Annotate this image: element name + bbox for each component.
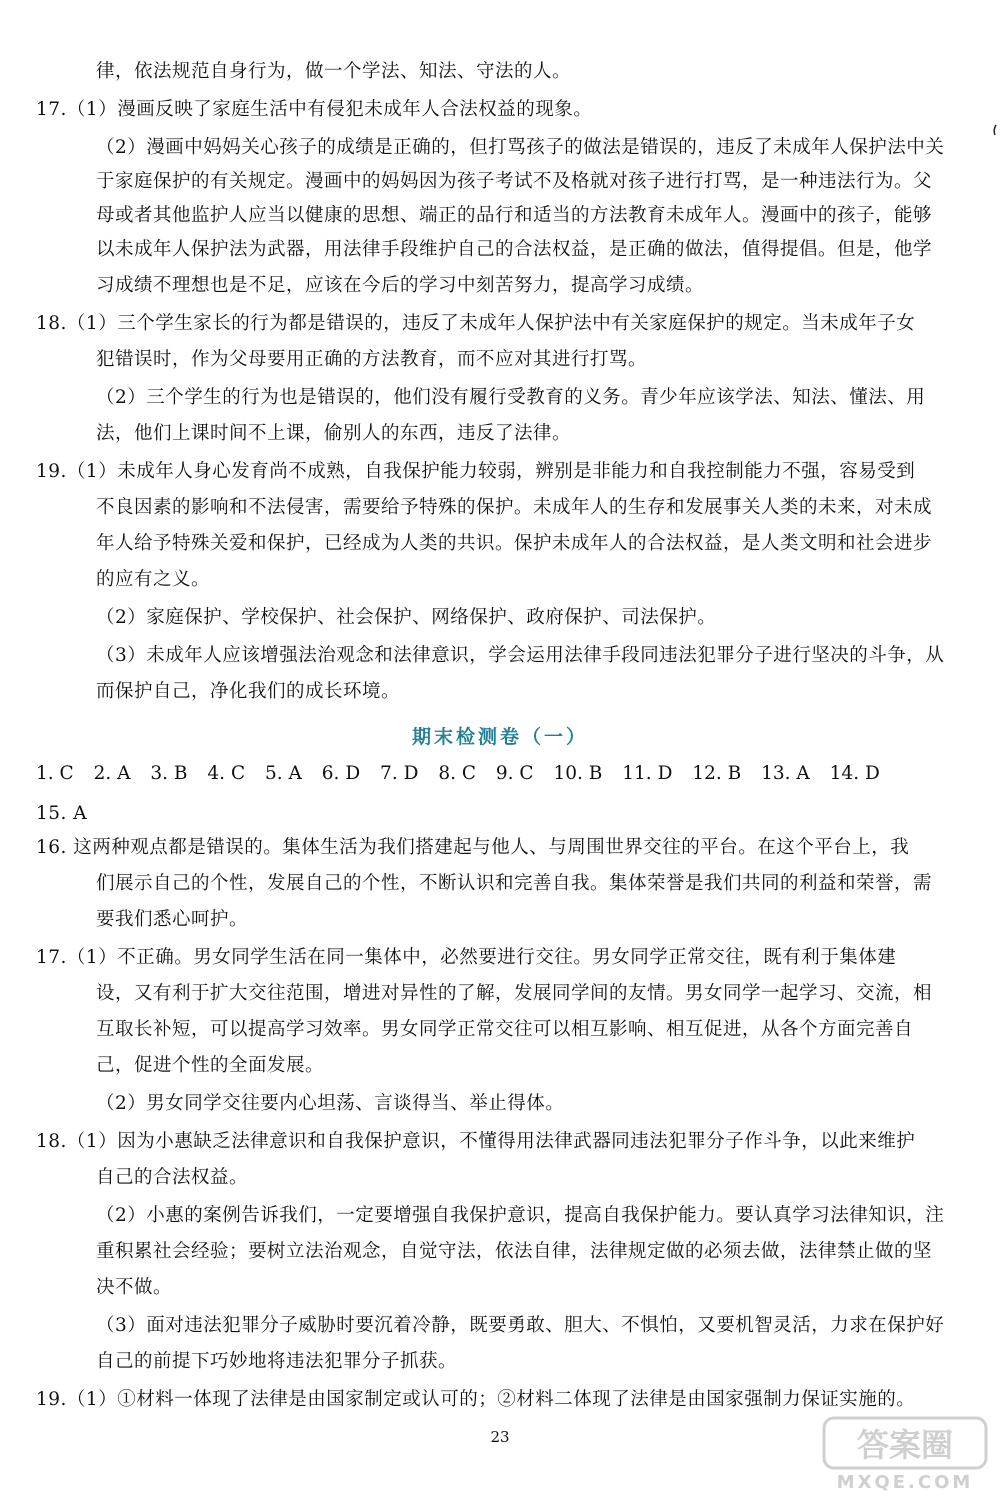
answer-item: 7. D: [380, 763, 419, 784]
s1-q18-p2-line: （2）三个学生的行为也是错误的，他们没有履行受教育的义务。青少年应该学法、知法、懂法、用: [96, 387, 926, 408]
s2-q18-p2-line: 决不做。: [96, 1277, 173, 1298]
s1-q18-p1-line: 犯错误时，作为父母要用正确的方法教育，而不应对其进行打骂。: [96, 349, 648, 370]
answer-item: 6. D: [321, 763, 361, 784]
s2-q18-p2-line: （2）小惠的案例告诉我们，一定要增强自我保护意识，提高自我保护能力。要认真学习法律知识，注: [96, 1205, 945, 1226]
s1-q19-p3-line: （3）未成年人应该增强法治观念和法律意识，学会运用法律手段同违法犯罪分子进行坚决的斗争，从: [96, 645, 945, 666]
answer-item: 2. A: [93, 763, 131, 784]
s2-q18-p3-line: （3）面对违法犯罪分子威胁时要沉着冷静，既要勇敢、胆大、不惧怕，又要机智灵活，力求在保护好: [96, 1315, 945, 1336]
s1-q19-p1-line: 的应有之义。: [96, 569, 211, 590]
s2-q18-p1-line: 自己的合法权益。: [96, 1167, 249, 1188]
s1-q17-p2-line: 于家庭保护的有关规定。漫画中的妈妈因为孩子考试不及格就对孩子进行打骂，是一种违法行为。父: [96, 171, 933, 192]
answer-item: 10. B: [553, 763, 603, 784]
text-line-continuation: 律，依法规范自身行为，做一个学法、知法、守法的人。: [96, 61, 572, 82]
s2-q17-p1-line: 互取长补短，可以提高学习效率。男女同学正常交往可以相互影响、相互促进，从各个方面完善自: [96, 1019, 914, 1040]
s1-q17-p2-line: （2）漫画中妈妈关心孩子的成绩是正确的，但打骂孩子的做法是错误的，违反了未成年人保护法中关: [96, 137, 945, 158]
answer-item: 4. C: [207, 763, 246, 784]
watermark-logo-icon: [820, 1416, 990, 1494]
s2-q16-line: 要我们悉心呵护。: [96, 909, 249, 930]
s1-q19-p3-line: 而保护自己，净化我们的成长环境。: [96, 681, 401, 702]
s2-q16-line: 们展示自己的个性，发展自己的个性，不断认识和完善自我。集体荣誉是我们共同的利益和荣誉，需: [96, 873, 933, 894]
s1-q19-p1-line: 不良因素的影响和不法侵害，需要给予特殊的保护。未成年人的生存和发展事关人类的未来，对未成: [96, 497, 933, 518]
s1-q17-p2-line: 母或者其他监护人应当以健康的思想、端正的品行和适当的方法教育未成年人。漫画中的孩子，能够: [96, 205, 933, 226]
answer-item: 12. B: [692, 763, 742, 784]
answer-item: 3. B: [150, 763, 188, 784]
s1-q18-p1-line: 18.（1）三个学生家长的行为都是错误的，违反了未成年人保护法中有关家庭保护的规定。当未成年子女: [36, 313, 916, 334]
s2-q17-p1-line: 设，又有利于扩大交往范围，增进对异性的了解，发展同学间的友情。男女同学一起学习、交流，相: [96, 983, 933, 1004]
s1-q18-p2-line: 法，他们上课时间不上课，偷别人的东西，违反了法律。: [96, 423, 572, 444]
s2-q16-line: 16. 这两种观点都是错误的。集体生活为我们搭建起与他人、与周围世界交往的平台。在这个平台上，我: [36, 837, 910, 858]
s2-q17-p1-line: 17.（1）不正确。男女同学生活在同一集体中，必然要进行交往。男女同学正常交往，既有利于集体建: [36, 947, 897, 968]
answer-item-15: 15. A: [36, 803, 88, 824]
answer-item: 8. C: [438, 763, 476, 784]
s2-q18-p2-line: 重积累社会经验；要树立法治观念，自觉守法，依法自律，法律规定做的必须去做，法律禁止做的坚: [96, 1241, 933, 1262]
s2-q17-p1-line: 己，促进个性的全面发展。: [96, 1055, 325, 1076]
margin-mark-icon: [992, 124, 998, 136]
s1-q19-p1-line: 19.（1）未成年人身心发育尚不成熟，自我保护能力较弱，辨别是非能力和自我控制能力不强，容易受到: [36, 461, 916, 482]
page-number: 23: [490, 1428, 510, 1446]
s1-q19-p2: （2）家庭保护、学校保护、社会保护、网络保护、政府保护、司法保护。: [96, 607, 717, 628]
answer-item: 9. C: [495, 763, 534, 784]
answer-item: 13. A: [761, 763, 810, 784]
answer-item: 5. A: [264, 763, 302, 784]
answer-key-row: [36, 760, 894, 788]
answer-item: 11. D: [622, 763, 673, 784]
s2-q19-p1: 19.（1）①材料一体现了法律是由国家制定或认可的；②材料二体现了法律是由国家强制力保证实施的。: [36, 1389, 916, 1410]
s1-q17-p2-line: 习成绩不理想也是不足，应该在今后的学习中刻苦努力，提高学习成绩。: [96, 275, 705, 296]
s1-q17-p1: 17.（1）漫画反映了家庭生活中有侵犯未成年人合法权益的现象。: [36, 99, 593, 120]
s2-q17-p2: （2）男女同学交往要内心坦荡、言谈得当、举止得体。: [96, 1093, 565, 1114]
answer-item: 14. D: [829, 763, 880, 784]
watermark-url-text: MXQE.COM: [836, 1472, 974, 1493]
s2-q18-p1-line: 18.（1）因为小惠缺乏法律意识和自我保护意识，不懂得用法律武器同违法犯罪分子作斗争，以此来维护: [36, 1131, 916, 1152]
s1-q17-p2-line: 以未成年人保护法为武器，用法律手段维护自己的合法权益，是正确的做法，值得提倡。但是，他学: [96, 239, 933, 260]
watermark-main-text: 答案圈: [856, 1426, 954, 1464]
section-title: 期末检测卷（一）: [411, 726, 588, 748]
answer-item: 1. C: [36, 763, 74, 784]
s2-q18-p3-line: 自己的前提下巧妙地将违法犯罪分子抓获。: [96, 1351, 458, 1372]
s1-q19-p1-line: 年人给予特殊关爱和保护，已经成为人类的共识。保护未成年人的合法权益，是人类文明和社会进步: [96, 533, 933, 554]
